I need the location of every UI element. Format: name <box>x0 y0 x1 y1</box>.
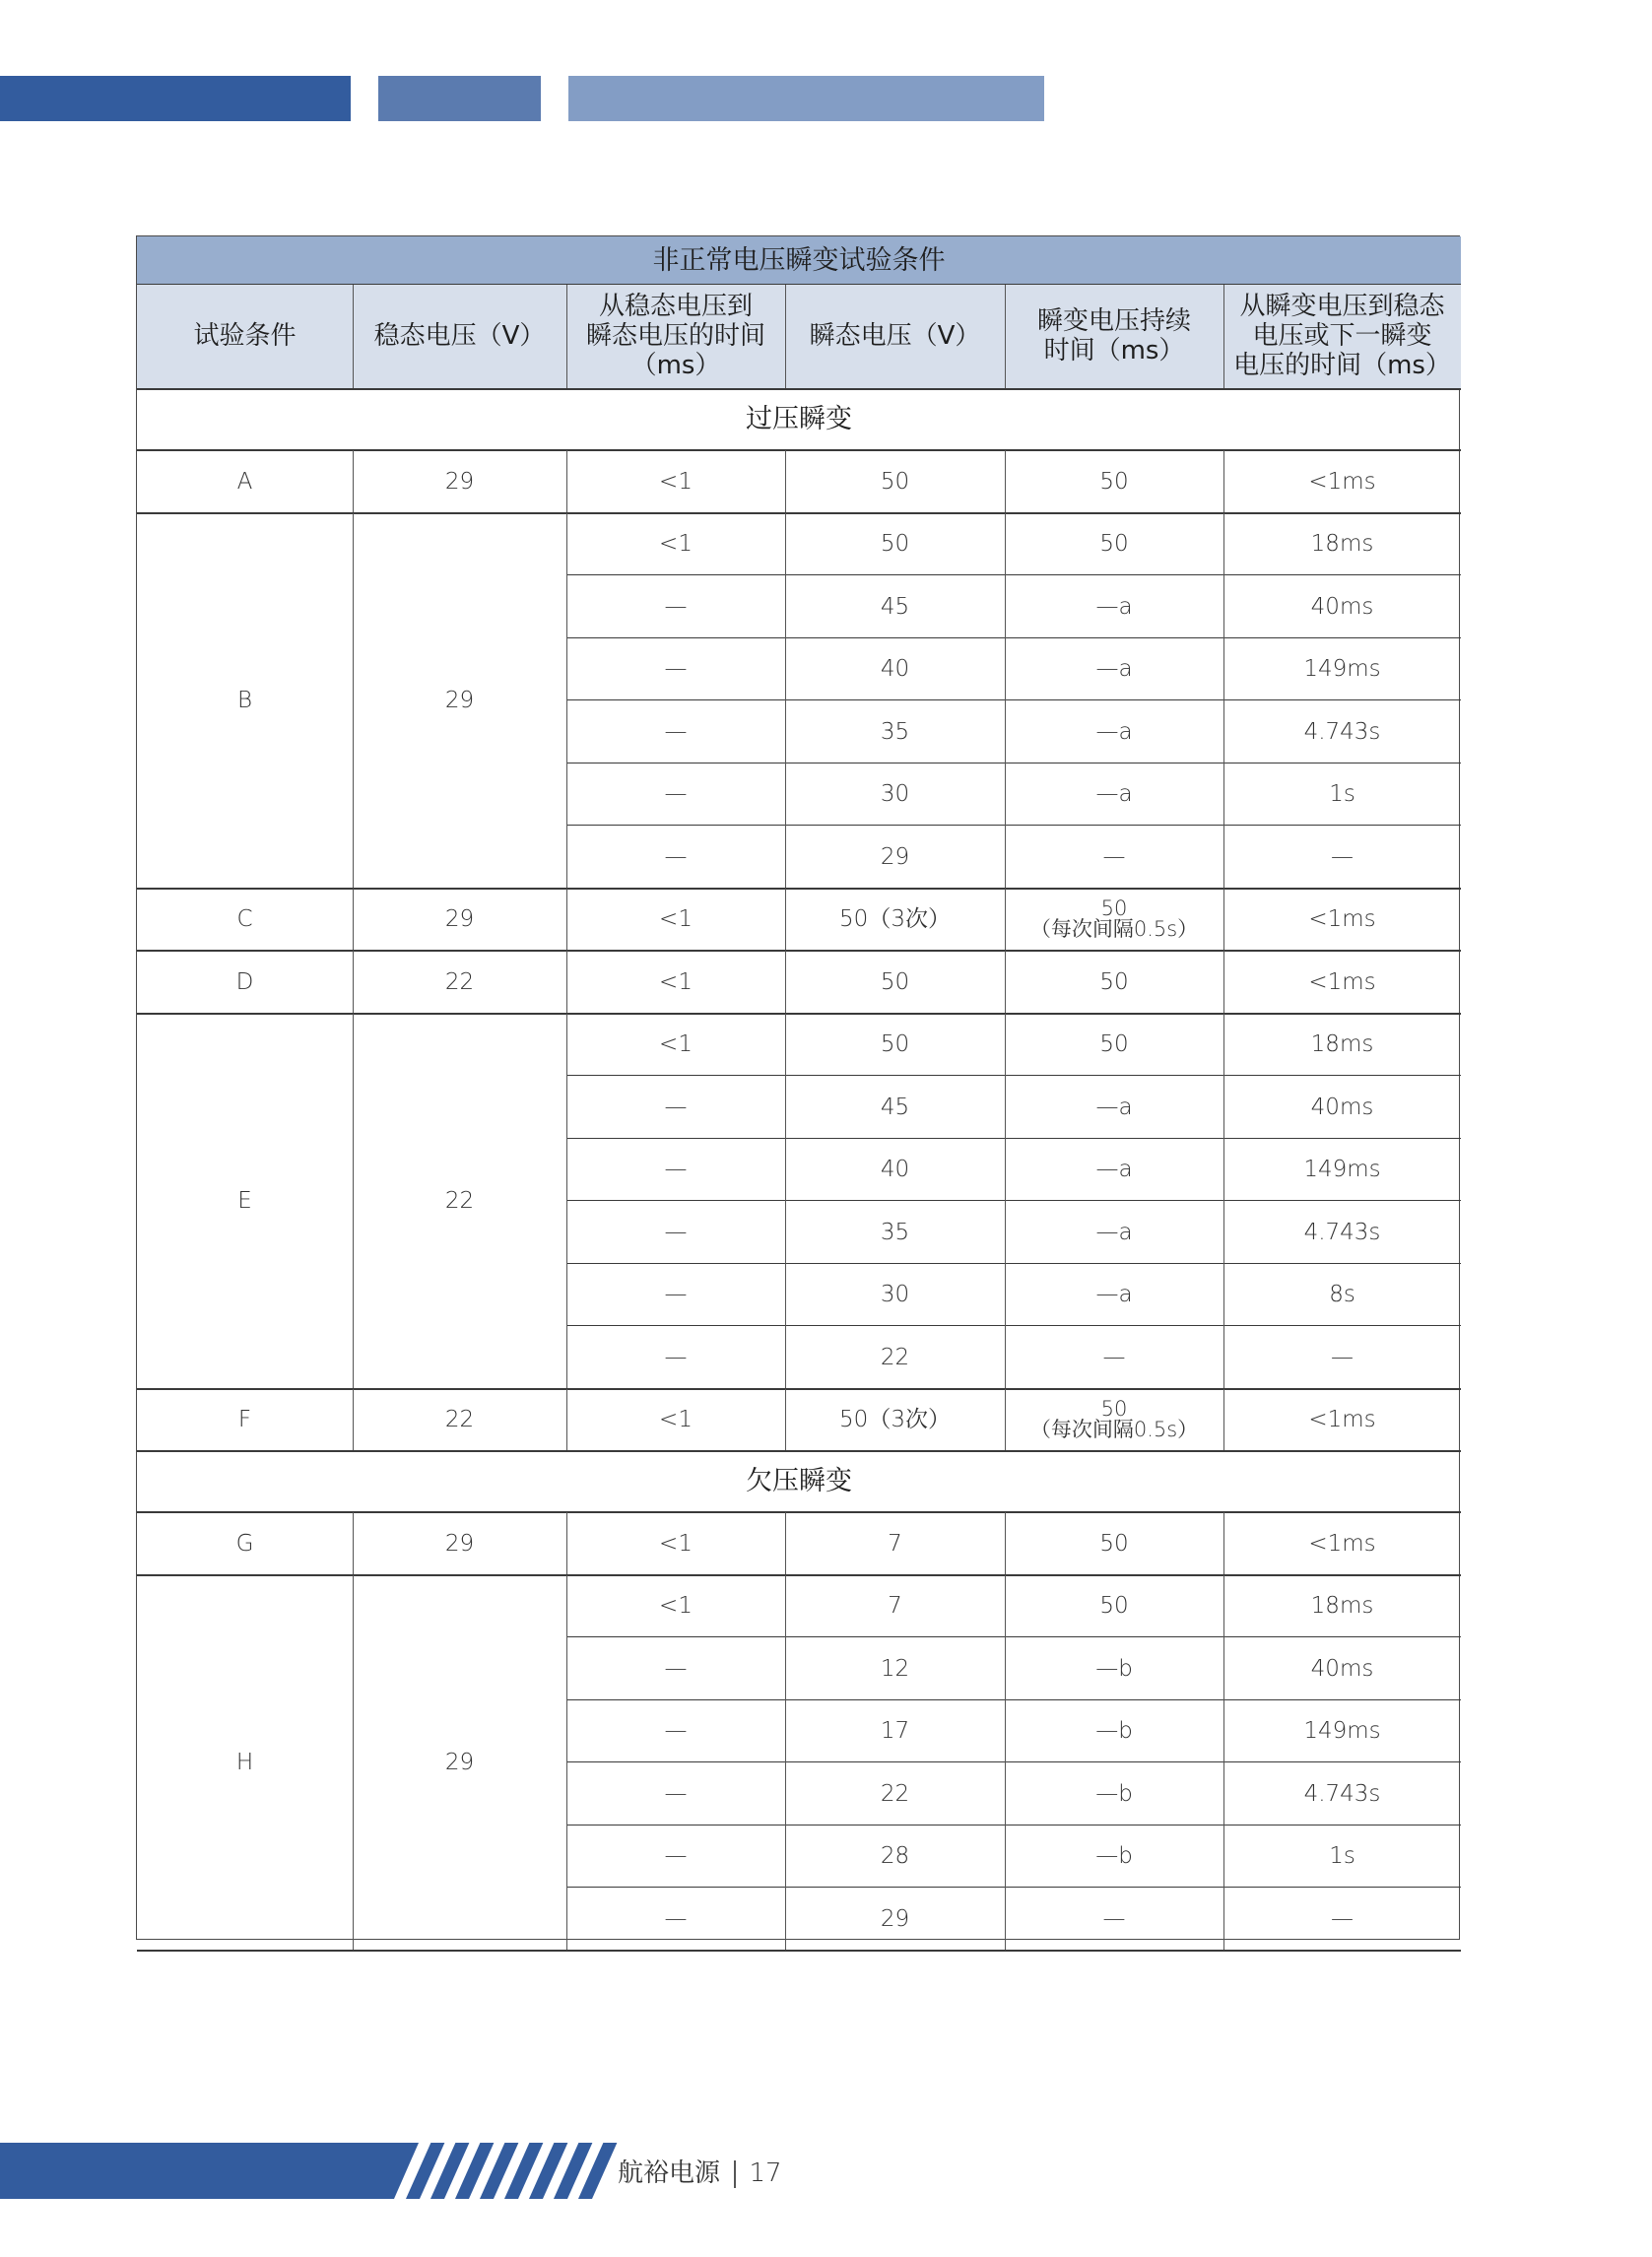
duration-cell: 50 <box>1099 1593 1129 1620</box>
duration-interval-note: （每次间隔0.5s） <box>1029 1418 1199 1442</box>
condition-cell: D <box>235 968 254 995</box>
column-header-4 <box>785 285 1005 389</box>
duration-cell: —b <box>1095 1843 1133 1870</box>
recovery-time-cell: <1ms <box>1308 468 1376 495</box>
column-divider <box>353 450 354 513</box>
recovery-time-cell: 40ms <box>1310 1094 1374 1120</box>
column-header-line: 瞬态电压（V） <box>809 321 981 352</box>
duration-value: 50 <box>1100 1397 1128 1422</box>
column-divider <box>353 285 354 389</box>
recovery-time-cell: 4.743s <box>1303 1780 1381 1807</box>
condition-cell: G <box>235 1530 254 1557</box>
recovery-time-cell: 18ms <box>1310 1031 1374 1058</box>
transient-voltage-cell: 50 <box>880 968 910 995</box>
footer-bar <box>0 2143 419 2199</box>
condition-cell: A <box>236 468 253 495</box>
rise-time-cell: <1 <box>659 468 693 495</box>
recovery-time-cell: 18ms <box>1310 531 1374 558</box>
recovery-time-cell: — <box>1331 843 1354 870</box>
transient-voltage-cell: 40 <box>880 1157 910 1183</box>
steady-voltage-cell: 22 <box>444 1407 475 1433</box>
rise-time-cell: — <box>664 1282 688 1308</box>
duration-cell: 50 <box>1099 468 1129 495</box>
header-bar-dark <box>0 76 351 121</box>
column-divider <box>1005 1512 1006 1575</box>
section-heading: 欠压瞬变 <box>746 1466 852 1497</box>
page-number: 17 <box>749 2158 782 2188</box>
duration-cell: —a <box>1095 781 1133 808</box>
column-divider <box>566 1389 567 1452</box>
column-divider <box>1005 1014 1006 1389</box>
transient-voltage-cell: 29 <box>880 1905 910 1932</box>
transient-voltage-cell: 35 <box>880 1219 910 1245</box>
duration-value: 50 <box>1100 896 1128 921</box>
column-divider <box>566 951 567 1014</box>
column-divider <box>1005 285 1006 389</box>
condition-cell: B <box>236 687 253 713</box>
column-header-5 <box>1005 285 1223 389</box>
column-divider <box>566 1014 567 1389</box>
transient-voltage-cell: 50（3次） <box>839 906 951 933</box>
header-bar-mid <box>378 76 541 121</box>
column-divider <box>566 450 567 513</box>
rise-time-cell: <1 <box>659 1593 693 1620</box>
duration-cell <box>1005 889 1223 952</box>
column-divider <box>1223 1389 1224 1452</box>
column-divider <box>566 1575 567 1951</box>
duration-cell: — <box>1102 1905 1126 1932</box>
transient-voltage-cell: 7 <box>888 1530 902 1557</box>
duration-cell: 50 <box>1099 1031 1129 1058</box>
column-divider <box>1223 1512 1224 1575</box>
column-divider <box>353 1014 354 1389</box>
rise-time-cell: <1 <box>659 531 693 558</box>
column-header-line: 瞬态电压的时间 <box>585 321 765 352</box>
section-heading: 过压瞬变 <box>746 404 852 435</box>
column-divider <box>1005 1575 1006 1951</box>
column-divider <box>1223 285 1224 389</box>
duration-cell: —b <box>1095 1718 1133 1745</box>
transient-voltage-cell: 30 <box>880 781 910 808</box>
column-divider <box>566 285 567 389</box>
steady-voltage-cell: 29 <box>444 468 475 495</box>
recovery-time-cell: 1s <box>1329 781 1355 808</box>
column-divider <box>566 513 567 889</box>
column-divider <box>1223 889 1224 952</box>
rise-time-cell: — <box>664 1094 688 1120</box>
transient-voltage-cell: 22 <box>880 1780 910 1807</box>
recovery-time-cell: 149ms <box>1303 1157 1381 1183</box>
rise-time-cell: <1 <box>659 1031 693 1058</box>
steady-voltage-cell: 29 <box>444 1530 475 1557</box>
column-header-3 <box>566 285 785 389</box>
duration-cell: —b <box>1095 1780 1133 1807</box>
duration-cell: 50 <box>1099 1530 1129 1557</box>
recovery-time-cell: 40ms <box>1310 593 1374 620</box>
transient-voltage-cell: 35 <box>880 718 910 745</box>
rise-time-cell: — <box>664 656 688 683</box>
duration-cell: —a <box>1095 593 1133 620</box>
steady-voltage-cell: 22 <box>444 968 475 995</box>
rise-time-cell: — <box>664 1344 688 1370</box>
transient-voltage-cell: 12 <box>880 1655 910 1682</box>
transient-voltage-cell: 17 <box>880 1718 910 1745</box>
recovery-time-cell: — <box>1331 1344 1354 1370</box>
column-header-line: 瞬变电压持续 <box>1036 306 1191 337</box>
condition-cell: F <box>237 1407 252 1433</box>
rise-time-cell: <1 <box>659 1407 693 1433</box>
recovery-time-cell: <1ms <box>1308 968 1376 995</box>
transient-voltage-cell: 40 <box>880 656 910 683</box>
column-header-line: （ms） <box>630 350 721 380</box>
transient-voltage-cell: 50 <box>880 1031 910 1058</box>
recovery-time-cell: 4.743s <box>1303 1219 1381 1245</box>
recovery-time-cell: <1ms <box>1308 1530 1376 1557</box>
recovery-time-cell: <1ms <box>1308 1407 1376 1433</box>
steady-voltage-cell: 22 <box>444 1187 475 1214</box>
steady-voltage-cell: 29 <box>444 906 475 933</box>
column-header-line: 试验条件 <box>193 321 297 352</box>
recovery-time-cell: 1s <box>1329 1843 1355 1870</box>
duration-cell: —a <box>1095 1094 1133 1120</box>
rise-time-cell: — <box>664 781 688 808</box>
recovery-time-cell: 149ms <box>1303 656 1381 683</box>
column-divider <box>1223 450 1224 513</box>
column-divider <box>785 450 786 513</box>
rise-time-cell: — <box>664 1905 688 1932</box>
recovery-time-cell: 8s <box>1329 1282 1355 1308</box>
transient-voltage-cell: 29 <box>880 843 910 870</box>
column-divider <box>1005 513 1006 889</box>
rise-time-cell: — <box>664 843 688 870</box>
voltage-transient-table <box>136 235 1460 1940</box>
duration-cell: —a <box>1095 656 1133 683</box>
transient-voltage-cell: 7 <box>888 1593 902 1620</box>
column-divider <box>353 1389 354 1452</box>
duration-cell <box>1005 1389 1223 1452</box>
duration-cell: 50 <box>1099 968 1129 995</box>
recovery-time-cell: 149ms <box>1303 1718 1381 1745</box>
column-header-6 <box>1223 285 1461 389</box>
transient-voltage-cell: 28 <box>880 1843 910 1870</box>
rise-time-cell: — <box>664 1157 688 1183</box>
duration-cell: —b <box>1095 1655 1133 1682</box>
rise-time-cell: — <box>664 593 688 620</box>
recovery-time-cell: 40ms <box>1310 1655 1374 1682</box>
transient-voltage-cell: 50（3次） <box>839 1407 951 1433</box>
header-bar-light <box>568 76 1044 121</box>
transient-voltage-cell: 45 <box>880 593 910 620</box>
column-header-1 <box>137 285 353 389</box>
duration-cell: —a <box>1095 1157 1133 1183</box>
rise-time-cell: — <box>664 718 688 745</box>
duration-interval-note: （每次间隔0.5s） <box>1029 917 1199 942</box>
rise-time-cell: — <box>664 1219 688 1245</box>
column-divider <box>1223 1014 1224 1389</box>
recovery-time-cell: — <box>1331 1905 1354 1932</box>
column-divider <box>1005 450 1006 513</box>
column-divider <box>785 1014 786 1389</box>
rise-time-cell: — <box>664 1843 688 1870</box>
transient-voltage-cell: 50 <box>880 531 910 558</box>
column-divider <box>353 513 354 889</box>
recovery-time-cell: 4.743s <box>1303 718 1381 745</box>
row-divider <box>137 1950 1461 1952</box>
column-header-line: 从稳态电压到 <box>598 292 753 322</box>
column-divider <box>353 889 354 952</box>
footer-divider <box>734 2160 736 2188</box>
steady-voltage-cell: 29 <box>444 687 475 713</box>
rise-time-cell: — <box>664 1780 688 1807</box>
rise-time-cell: — <box>664 1655 688 1682</box>
transient-voltage-cell: 22 <box>880 1344 910 1370</box>
column-header-line: 电压或下一瞬变 <box>1252 321 1432 352</box>
table-title: 非正常电压瞬变试验条件 <box>137 236 1461 285</box>
rise-time-cell: <1 <box>659 968 693 995</box>
column-divider <box>785 1389 786 1452</box>
column-divider <box>785 1512 786 1575</box>
duration-cell: — <box>1102 1344 1126 1370</box>
steady-voltage-cell: 29 <box>444 1749 475 1775</box>
column-divider <box>1223 951 1224 1014</box>
duration-cell: 50 <box>1099 531 1129 558</box>
footer-brand: 航裕电源 <box>618 2158 721 2188</box>
column-header-line: 电压的时间（ms） <box>1233 350 1451 380</box>
column-header-2 <box>353 285 566 389</box>
duration-cell: — <box>1102 843 1126 870</box>
column-divider <box>1005 889 1006 952</box>
condition-cell: C <box>236 906 253 933</box>
column-divider <box>1223 513 1224 889</box>
column-divider <box>1005 951 1006 1014</box>
column-divider <box>1223 1575 1224 1951</box>
recovery-time-cell: 18ms <box>1310 1593 1374 1620</box>
column-divider <box>353 1575 354 1951</box>
rise-time-cell: — <box>664 1718 688 1745</box>
duration-cell: —a <box>1095 1282 1133 1308</box>
transient-voltage-cell: 45 <box>880 1094 910 1120</box>
column-divider <box>785 951 786 1014</box>
condition-cell: H <box>235 1749 254 1775</box>
column-divider <box>785 285 786 389</box>
column-header-line: 时间（ms） <box>1043 336 1185 365</box>
rise-time-cell: <1 <box>659 1530 693 1557</box>
footer-label <box>618 2153 782 2189</box>
column-divider <box>785 889 786 952</box>
column-divider <box>353 951 354 1014</box>
rise-time-cell: <1 <box>659 906 693 933</box>
duration-cell: —a <box>1095 1219 1133 1245</box>
duration-cell: —a <box>1095 718 1133 745</box>
column-divider <box>785 513 786 889</box>
column-divider <box>353 1512 354 1575</box>
column-divider <box>1005 1389 1006 1452</box>
column-divider <box>566 889 567 952</box>
column-divider <box>566 1512 567 1575</box>
transient-voltage-cell: 50 <box>880 468 910 495</box>
column-header-line: 从瞬变电压到稳态 <box>1239 292 1445 322</box>
condition-cell: E <box>237 1187 252 1214</box>
column-header-line: 稳态电压（V） <box>373 321 546 352</box>
recovery-time-cell: <1ms <box>1308 906 1376 933</box>
transient-voltage-cell: 30 <box>880 1282 910 1308</box>
column-divider <box>785 1575 786 1951</box>
